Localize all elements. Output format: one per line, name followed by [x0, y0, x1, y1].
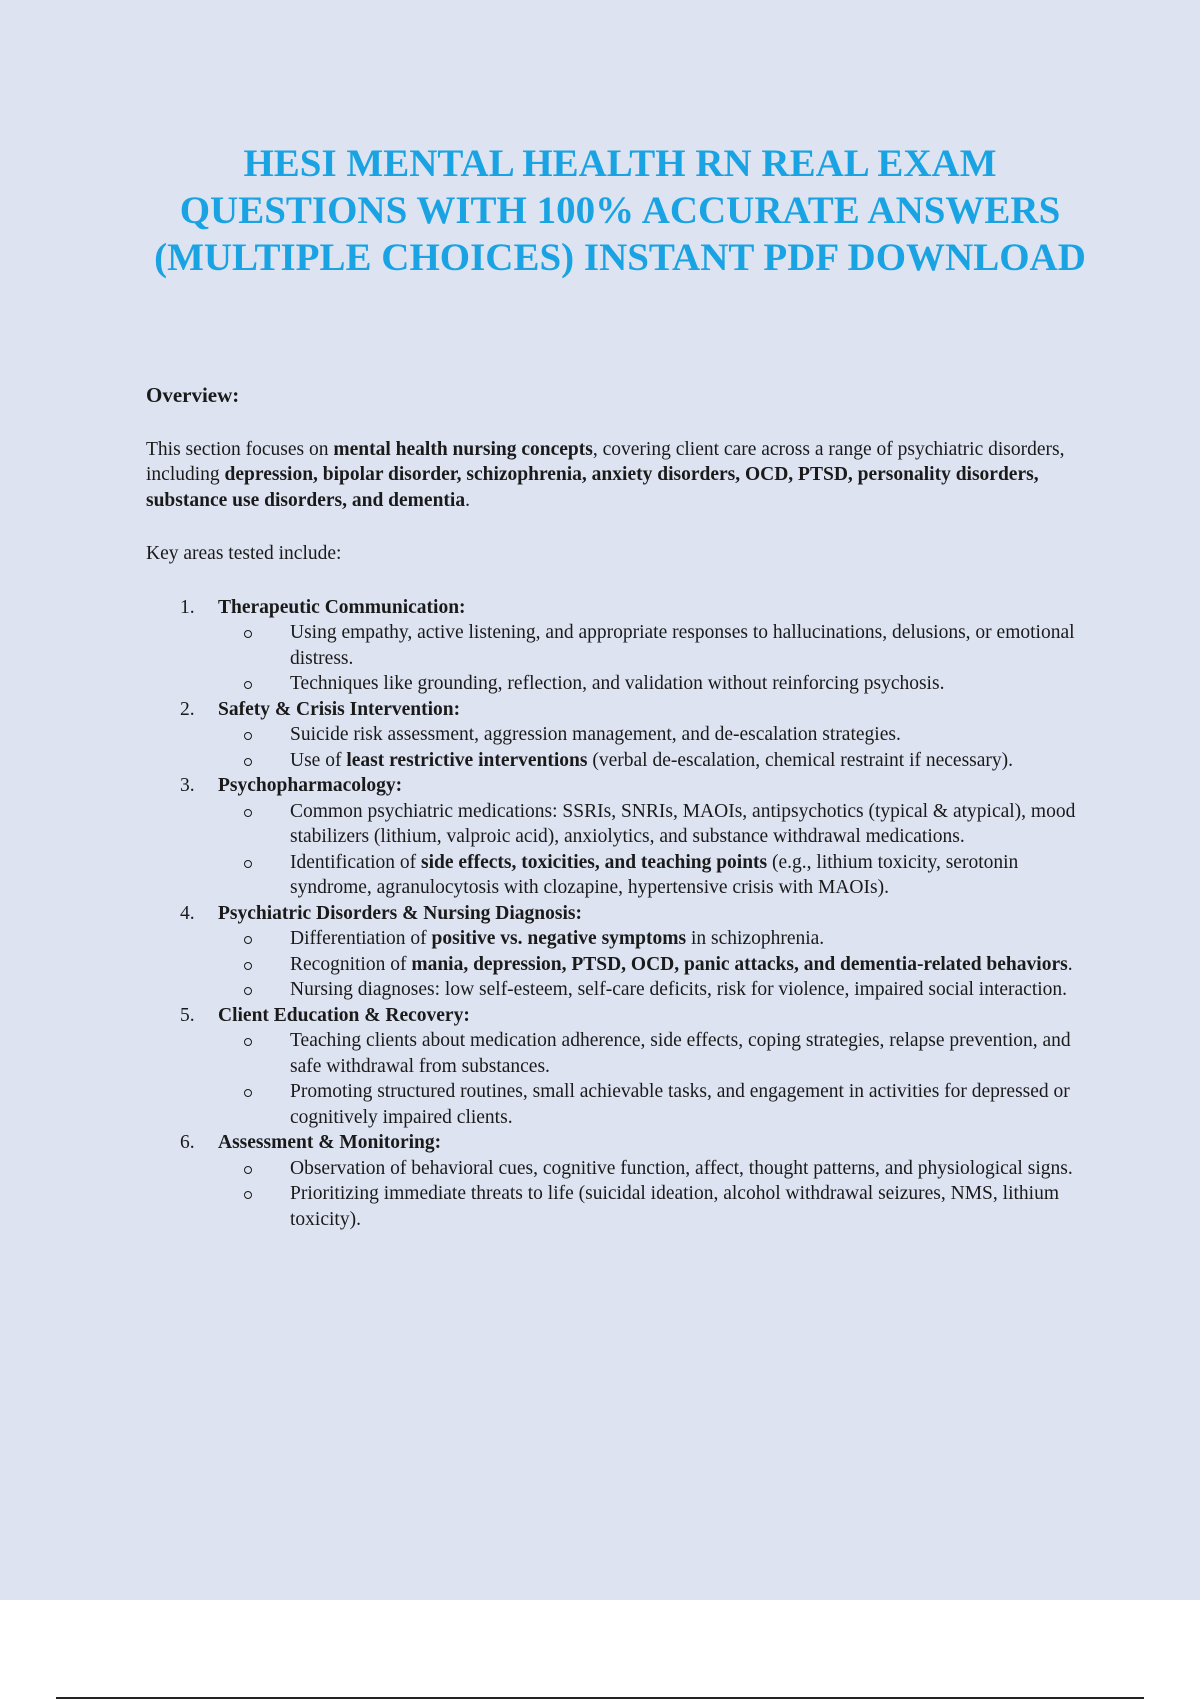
sub-item-text: Prioritizing immediate threats to life (suicidal ideation, alcohol withdrawal seizures, NMS, lithium toxicity).	[290, 1183, 1059, 1230]
list-number: 1.	[180, 596, 195, 618]
sub-item-emphasis: side effects, toxicities, and teaching points	[421, 851, 768, 873]
circle-bullet-icon	[244, 1166, 252, 1174]
sub-item-emphasis: positive vs. negative symptoms	[431, 928, 687, 949]
sub-list	[218, 1156, 1090, 1233]
sub-item-text: Using empathy, active listening, and appropriate responses to hallucinations, delusions, or emotional distress.	[290, 622, 1075, 669]
sub-list	[218, 722, 1090, 773]
sub-item-text: Common psychiatric medications: SSRIs, SNRIs, MAOIs, antipsychotics (typical & atypical), mood stabilizers (lithium, valproic acid), anxiolytics, and substance withdrawal medications.	[290, 800, 1076, 847]
overview-heading: Overview:	[146, 383, 240, 407]
sub-item-text: in schizophrenia.	[686, 928, 825, 949]
page-divider	[56, 1697, 1144, 1699]
document-body	[146, 383, 1090, 1232]
circle-bullet-icon	[244, 732, 252, 740]
area-title: Psychiatric Disorders & Nursing Diagnosis:	[218, 902, 582, 924]
list-item	[146, 1003, 1090, 1131]
sub-item	[218, 748, 1090, 774]
circle-bullet-icon	[244, 758, 252, 766]
area-title: Psychopharmacology:	[218, 775, 403, 796]
circle-bullet-icon	[244, 809, 252, 817]
sub-item-text: (e.g., lithium toxicity, serotonin syndrome, agranulocytosis with clozapine, hypertensive crisis with MAOIs).	[290, 851, 1019, 898]
circle-bullet-icon	[244, 1038, 252, 1046]
sub-item-emphasis: mania, depression, PTSD, OCD, panic attacks, and dementia-related behaviors	[411, 953, 1068, 975]
sub-item-text: Suicide risk assessment, aggression management, and de-escalation strategies.	[290, 724, 901, 745]
list-item	[146, 697, 1090, 774]
sub-item	[218, 1181, 1090, 1232]
sub-list	[218, 799, 1090, 901]
list-number: 4.	[180, 902, 195, 924]
circle-bullet-icon	[244, 962, 252, 970]
circle-bullet-icon	[244, 936, 252, 944]
sub-item-text: .	[1067, 953, 1073, 975]
sub-item-text: Identification of	[290, 851, 422, 873]
list-item	[146, 773, 1090, 901]
sub-item	[218, 952, 1090, 978]
list-number: 3.	[180, 775, 195, 796]
overview-paragraph	[146, 437, 1090, 514]
sub-item	[218, 926, 1090, 952]
circle-bullet-icon	[244, 630, 252, 638]
area-title: Assessment & Monitoring:	[218, 1132, 442, 1153]
sub-item-text: Use of	[290, 749, 347, 771]
list-item	[146, 595, 1090, 697]
overview-emphasis: depression, bipolar disorder, schizophrenia, anxiety disorders, OCD, PTSD, personality disorders, substance use disorders, and dementia	[146, 464, 1039, 511]
overview-emphasis: mental health nursing concepts	[333, 438, 593, 460]
sub-item	[218, 850, 1090, 901]
sub-item	[218, 977, 1090, 1003]
area-title: Client Education & Recovery:	[218, 1004, 470, 1026]
sub-item-text: Observation of behavioral cues, cognitive function, affect, thought patterns, and physiological signs.	[290, 1157, 1073, 1179]
key-areas-intro: Key areas tested include:	[146, 543, 342, 564]
sub-list	[218, 620, 1090, 697]
sub-item-text: Teaching clients about medication adherence, side effects, coping strategies, relapse prevention, and safe withdrawal from substances.	[290, 1030, 1071, 1077]
overview-text: .	[465, 489, 470, 511]
sub-item-text: Differentiation of	[290, 928, 432, 949]
list-number: 6.	[180, 1132, 195, 1153]
sub-item-text: (verbal de-escalation, chemical restraint if necessary).	[587, 749, 1014, 771]
sub-item-text: Recognition of	[290, 953, 412, 975]
circle-bullet-icon	[244, 860, 252, 868]
list-item	[146, 901, 1090, 1003]
sub-item-text: Nursing diagnoses: low self-esteem, self-care deficits, risk for violence, impaired social interaction.	[290, 979, 1068, 1000]
key-areas-list	[146, 595, 1090, 1233]
list-number: 5.	[180, 1004, 195, 1026]
sub-item-text: Promoting structured routines, small achievable tasks, and engagement in activities for depressed or cognitively impaired clients.	[290, 1081, 1070, 1128]
area-title: Therapeutic Communication:	[218, 596, 466, 618]
sub-item	[218, 620, 1090, 671]
sub-item	[218, 1156, 1090, 1182]
sub-item	[218, 1028, 1090, 1079]
sub-item-emphasis: least restrictive interventions	[346, 749, 588, 771]
sub-item	[218, 722, 1090, 748]
circle-bullet-icon	[244, 1089, 252, 1097]
overview-text: , covering client care across a range of psychiatric disorders, including	[146, 438, 1065, 485]
circle-bullet-icon	[244, 987, 252, 995]
sub-item-text: Techniques like grounding, reflection, and validation without reinforcing psychosis.	[290, 673, 945, 694]
sub-list	[218, 1028, 1090, 1130]
list-number: 2.	[180, 698, 195, 720]
sub-list	[218, 926, 1090, 1003]
document-title: HESI MENTAL HEALTH RN REAL EXAM QUESTIONS WITH 100% ACCURATE ANSWERS (MULTIPLE CHOICES) INSTANT PDF DOWNLOAD	[154, 142, 1086, 279]
sub-item	[218, 799, 1090, 850]
overview-text: This section focuses on	[146, 438, 334, 460]
circle-bullet-icon	[244, 1191, 252, 1199]
circle-bullet-icon	[244, 681, 252, 689]
list-item	[146, 1130, 1090, 1232]
area-title: Safety & Crisis Intervention:	[218, 698, 461, 720]
sub-item	[218, 671, 1090, 697]
sub-item	[218, 1079, 1090, 1130]
